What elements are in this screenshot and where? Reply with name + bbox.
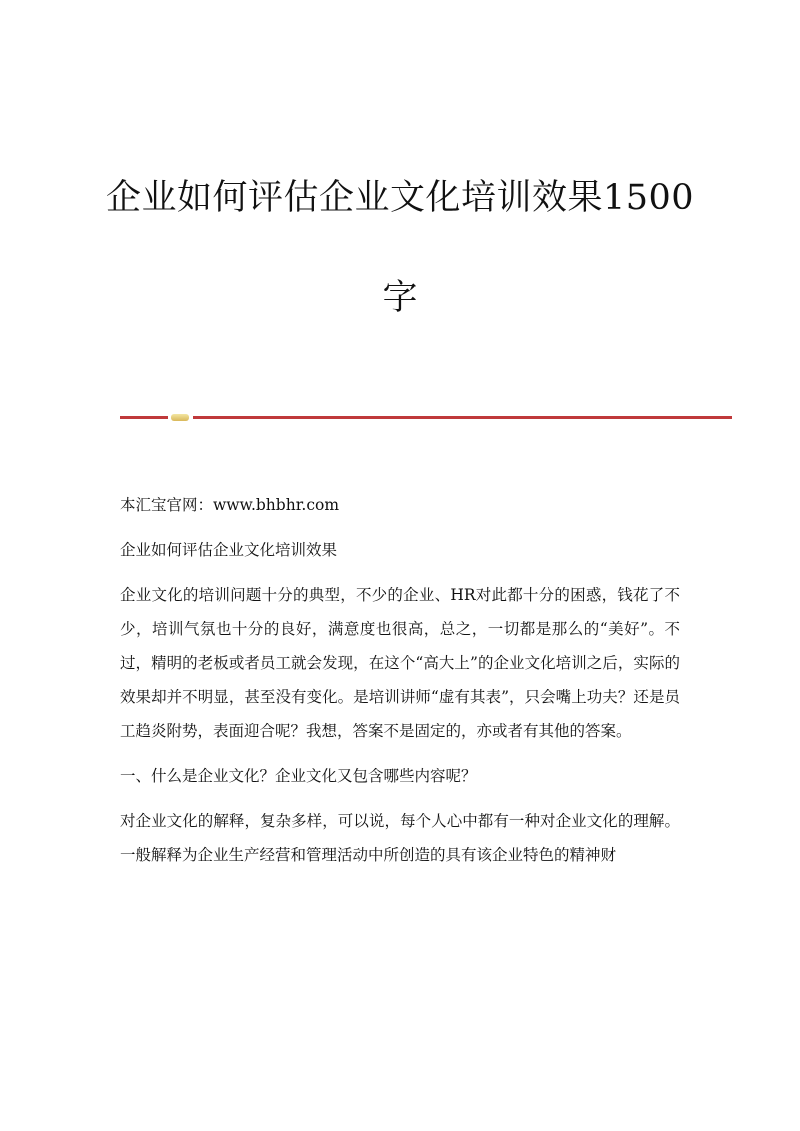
title-divider: [120, 414, 732, 420]
body-paragraph-definition: 对企业文化的解释，复杂多样，可以说，每个人心中都有一种对企业文化的理解。一般解释为企业生产经营和管理活动中所创造的具有该企业特色的精神财: [120, 812, 680, 864]
section-heading-1: 一、什么是企业文化？企业文化又包含哪些内容呢？: [120, 767, 477, 785]
title-line-2: 字: [382, 278, 418, 318]
divider-bar-left: [120, 416, 168, 419]
document-title: [0, 178, 800, 318]
title-line-1: 企业如何评估企业文化培训效果1500: [105, 178, 695, 218]
divider-ornament-icon: [171, 414, 189, 421]
subtitle-line: 企业如何评估企业文化培训效果: [120, 541, 338, 559]
source-line: 本汇宝官网：www.bhbhr.com: [120, 496, 340, 514]
body-paragraph-intro: 企业文化的培训问题十分的典型，不少的企业、HR对此都十分的困惑，钱花了不少，培训气氛也十分的良好，满意度也很高，总之，一切都是那么的“美好”。不过，精明的老板或者员工就会发现，在这个“高大上”的企业文化培训之后，实际的效果却并不明显，甚至没有变化。是培训讲师“虚有其表”，只会嘴上功夫？还是员工趋炎附势，表面迎合呢？我想，答案不是固定的，亦或者有其他的答案。: [120, 586, 680, 740]
document-body: [120, 488, 680, 872]
divider-bar-right: [193, 416, 732, 419]
